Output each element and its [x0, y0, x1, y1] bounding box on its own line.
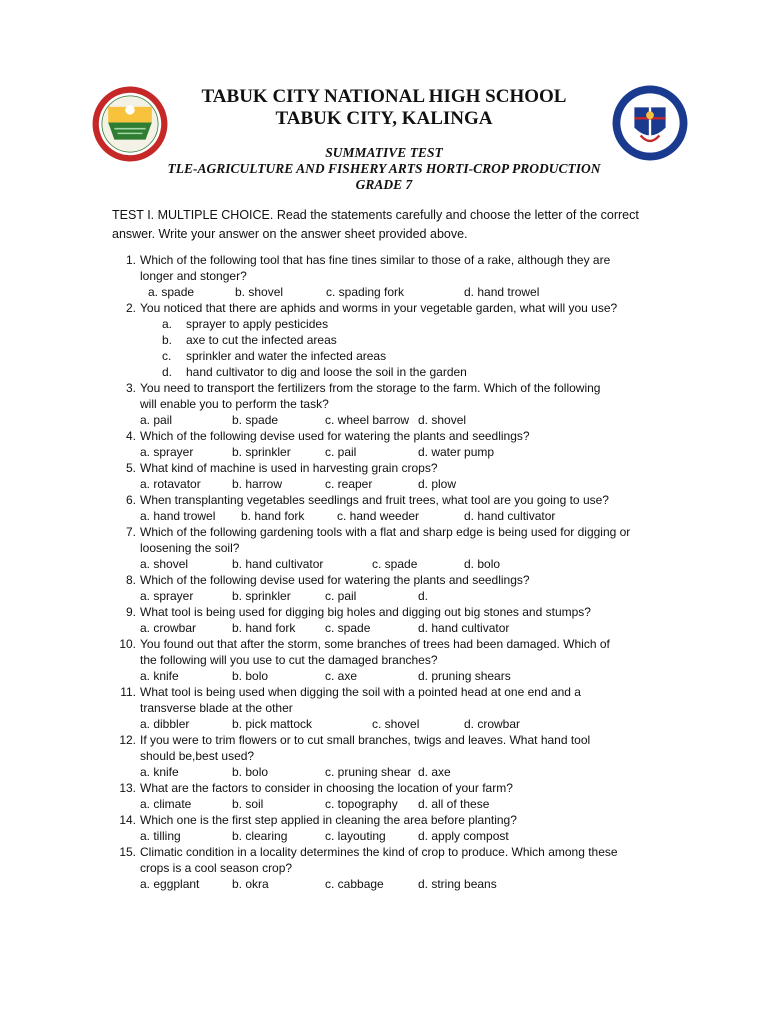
question-number: 15. — [119, 845, 136, 859]
answer-option[interactable]: a. shovel — [140, 557, 189, 571]
grade-level: GRADE 7 — [355, 177, 413, 192]
answer-option[interactable]: a. spade — [148, 285, 195, 299]
answer-option[interactable]: d. hand cultivator — [418, 621, 510, 635]
answer-option-letter: c. — [162, 349, 172, 363]
question-text: crops is a cool season crop? — [140, 861, 293, 875]
answer-option[interactable]: axe to cut the infected areas — [186, 333, 337, 347]
question-text: should be,best used? — [140, 749, 255, 763]
answer-option[interactable]: c. layouting — [325, 829, 386, 843]
question-text: You noticed that there are aphids and worms in your vegetable garden, what will you use? — [140, 301, 618, 315]
answer-option[interactable]: a. pail — [140, 413, 173, 427]
answer-option[interactable]: d. shovel — [418, 413, 467, 427]
answer-option[interactable]: a. knife — [140, 765, 179, 779]
answer-option[interactable]: a. hand trowel — [140, 509, 216, 523]
answer-option[interactable]: c. pail — [325, 445, 357, 459]
question-text: transverse blade at the other — [140, 701, 293, 715]
question-number: 14. — [119, 813, 136, 827]
answer-option[interactable]: b. pick mattock — [232, 717, 313, 731]
answer-option[interactable]: c. shovel — [372, 717, 420, 731]
answer-option[interactable]: sprayer to apply pesticides — [186, 317, 329, 331]
answer-option[interactable]: b. harrow — [232, 477, 283, 491]
question-number: 5. — [125, 461, 136, 475]
answer-option[interactable]: hand cultivator to dig and loose the soil in the garden — [186, 365, 467, 379]
test-instructions: TEST I. MULTIPLE CHOICE. Read the statements carefully and choose the letter of the correct answer. Write your answer on the answer sheet provided above. — [112, 208, 639, 241]
answer-option[interactable]: c. wheel barrow — [325, 413, 410, 427]
question-number: 12. — [119, 733, 136, 747]
question-text: Which of the following gardening tools with a flat and sharp edge is being used for digging or — [140, 525, 631, 539]
answer-option[interactable]: d. water pump — [418, 445, 495, 459]
answer-option[interactable]: c. spade — [372, 557, 418, 571]
answer-option[interactable]: c. cabbage — [325, 877, 384, 891]
answer-option[interactable]: b. hand cultivator — [232, 557, 324, 571]
answer-option[interactable]: a. dibbler — [140, 717, 190, 731]
question-text: If you were to trim flowers or to cut small branches, twigs and leaves. What hand tool — [140, 733, 591, 747]
school-city: TABUK CITY, KALINGA — [275, 108, 493, 129]
answer-option[interactable]: d. hand cultivator — [464, 509, 556, 523]
question-number: 9. — [125, 605, 136, 619]
test-type: SUMMATIVE TEST — [325, 145, 443, 160]
question-text: Which one is the first step applied in cleaning the area before planting? — [140, 813, 517, 827]
answer-option[interactable]: b. bolo — [232, 765, 269, 779]
answer-option[interactable]: b. shovel — [235, 285, 284, 299]
answer-option[interactable]: c. axe — [325, 669, 358, 683]
question-number: 3. — [125, 381, 136, 395]
question-number: 11. — [120, 685, 136, 699]
question-text: Which of the following tool that has fine tines similar to those of a rake, although they are — [140, 253, 611, 267]
question-text: You need to transport the fertilizers from the storage to the farm. Which of the following — [140, 381, 601, 395]
answer-option[interactable]: b. bolo — [232, 669, 269, 683]
question-number: 1. — [125, 253, 136, 267]
answer-option[interactable]: b. soil — [232, 797, 264, 811]
answer-option[interactable]: a. crowbar — [140, 621, 197, 635]
question-text: What kind of machine is used in harvesting grain crops? — [140, 461, 438, 475]
question-number: 4. — [125, 429, 136, 443]
answer-option[interactable]: c. pail — [325, 589, 357, 603]
question-text: Climatic condition in a locality determines the kind of crop to produce. Which among these — [140, 845, 618, 859]
answer-option[interactable]: a. sprayer — [140, 589, 194, 603]
answer-option-letter: d. — [162, 365, 173, 379]
question-text: Which of the following devise used for watering the plants and seedlings? — [140, 429, 530, 443]
answer-option[interactable]: a. rotavator — [140, 477, 201, 491]
question-text: When transplanting vegetables seedlings and fruit trees, what tool are you going to use? — [140, 493, 609, 507]
answer-option[interactable]: a. tilling — [140, 829, 181, 843]
question-number: 7. — [125, 525, 136, 539]
answer-option[interactable]: a. climate — [140, 797, 192, 811]
question-number: 10. — [119, 637, 136, 651]
question-text: You found out that after the storm, some branches of trees had been damaged. Which of — [140, 637, 610, 651]
answer-option[interactable]: d. apply compost — [418, 829, 509, 843]
question-text: What tool is being used for digging big holes and digging out big stones and stumps? — [140, 605, 591, 619]
answer-option[interactable]: b. hand fork — [241, 509, 305, 523]
test-subject: TLE-AGRICULTURE AND FISHERY ARTS HORTI-CROP PRODUCTION — [167, 161, 601, 176]
answer-option[interactable]: c. spading fork — [326, 285, 405, 299]
question-text: loosening the soil? — [140, 541, 240, 555]
question-text: Which of the following devise used for watering the plants and seedlings? — [140, 573, 530, 587]
answer-option[interactable]: sprinkler and water the infected areas — [186, 349, 387, 363]
question-number: 13. — [119, 781, 136, 795]
answer-option[interactable]: b. hand fork — [232, 621, 296, 635]
answer-option[interactable]: d. all of these — [418, 797, 490, 811]
question-number: 2. — [125, 301, 136, 315]
question-number: 6. — [125, 493, 136, 507]
question-text: What are the factors to consider in choosing the location of your farm? — [140, 781, 513, 795]
answer-option[interactable]: d. plow — [418, 477, 457, 491]
answer-option-letter: b. — [162, 333, 173, 347]
question-text: longer and stonger? — [140, 269, 247, 283]
answer-option[interactable]: d. bolo — [464, 557, 501, 571]
answer-option[interactable]: d. string beans — [418, 877, 497, 891]
answer-option[interactable]: c. hand weeder — [337, 509, 420, 523]
question-text: will enable you to perform the task? — [140, 397, 329, 411]
answer-option[interactable]: d. crowbar — [464, 717, 521, 731]
answer-option-letter: a. — [162, 317, 173, 331]
answer-option[interactable]: c. topography — [325, 797, 398, 811]
answer-option[interactable]: a. sprayer — [140, 445, 194, 459]
answer-option[interactable]: b. sprinkler — [232, 589, 291, 603]
answer-option[interactable]: b. spade — [232, 413, 279, 427]
answer-option[interactable]: d. hand trowel — [464, 285, 540, 299]
answer-option[interactable]: b. sprinkler — [232, 445, 291, 459]
answer-option[interactable]: d. pruning shears — [418, 669, 511, 683]
question-text: What tool is being used when digging the soil with a pointed head at one end and a — [140, 685, 581, 699]
answer-option[interactable]: b. okra — [232, 877, 269, 891]
answer-option[interactable]: b. clearing — [232, 829, 288, 843]
question-text: the following will you use to cut the damaged branches? — [140, 653, 438, 667]
answer-option[interactable]: c. spade — [325, 621, 371, 635]
answer-option[interactable]: d. axe — [418, 765, 451, 779]
answer-option[interactable]: a. knife — [140, 669, 179, 683]
answer-option[interactable]: c. reaper — [325, 477, 373, 491]
answer-option[interactable]: a. eggplant — [140, 877, 200, 891]
question-number: 8. — [125, 573, 136, 587]
answer-option[interactable]: c. pruning shear — [325, 765, 412, 779]
school-name: TABUK CITY NATIONAL HIGH SCHOOL — [201, 86, 567, 107]
answer-option[interactable]: d. — [418, 589, 429, 603]
